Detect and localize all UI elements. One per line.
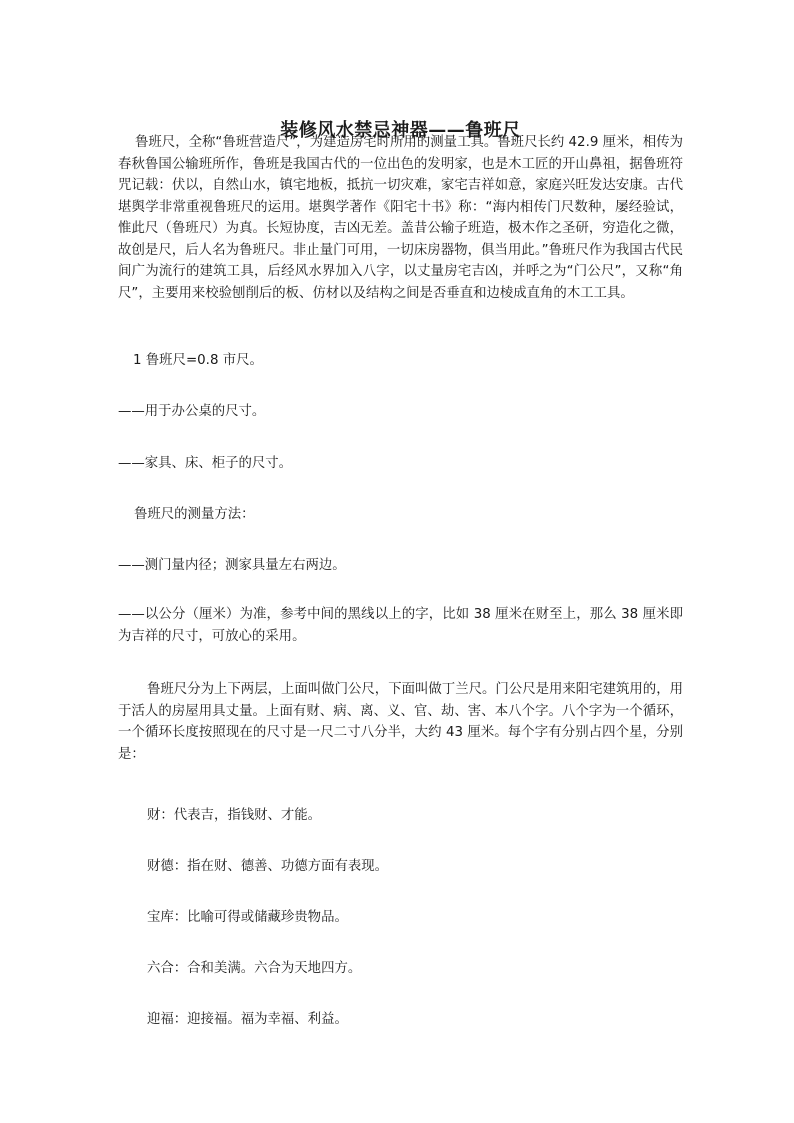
page-title: 装修风水禁忌神器——鲁班尺 — [280, 120, 521, 142]
intro-paragraph: 鲁班尺，全称“鲁班营造尺”，为建造房宅时所用的测量工具。鲁班尺长约 42.9 厘米，相传为春秋鲁国公输班所作，鲁班是我国古代的一位出色的发明家，也是木工匠的开山鼻祖，据鲁班符咒记载：伏以，自然山水，镇宅地板，抵抗一切灾难，家宅吉祥如意，家庭兴旺发达安康。古代堪舆学非常重视鲁班尺的运用。堪舆学著作《阳宅十书》称：“海内相传门尺数种，屡经验试，惟此尺（鲁班尺）为真。长短协度，吉凶无差。盖昔公输子班造，极木作之圣研，穷造化之微，故创是尺，后人名为鲁班尺。非止量门可用，一切床房器物，俱当用此。”鲁班尺作为我国古代民间广为流行的建筑工具，后经风水界加入八字，以丈量房宅吉凶，并呼之为“门公尺”，又称“角尺”，主要用来校验刨削后的板、仿材以及结构之间是否垂直和边棱成直角的木工工具。 — [118, 135, 683, 301]
method-heading: 鲁班尺的测量方法： — [134, 507, 255, 522]
star-item: 宝库：比喻可得或储藏珍贵物品。 — [147, 910, 348, 925]
star-item: 财：代表吉，指钱财、才能。 — [147, 808, 322, 823]
usage-furniture-line: ——家具、床、柜子的尺寸。 — [118, 456, 293, 471]
method-door-line: ——测门量内径；测家具量左右两边。 — [118, 558, 346, 573]
star-item: 财德：指在财、德善、功德方面有表现。 — [147, 859, 389, 874]
layers-paragraph: 鲁班尺分为上下两层，上面叫做门公尺，下面叫做丁兰尺。门公尺是用来阳宅建筑用的，用于活人的房屋用具丈量。上面有财、病、离、义、官、劫、害、本八个字。八个字为一个循环，一个循环长度按照现在的尺寸是一尺二寸八分半，大约 43 厘米。每个字有分别占四个星，分别是： — [118, 682, 683, 762]
method-cm-paragraph: ——以公分（厘米）为准，参考中间的黑线以上的字，比如 38 厘米在财至上，那么 38 厘米即为吉祥的尺寸，可放心的采用。 — [118, 607, 683, 644]
conversion-line: 1 鲁班尺=0.8 市尺。 — [133, 353, 263, 368]
star-item: 六合：合和美满。六合为天地四方。 — [147, 961, 362, 976]
usage-office-line: ——用于办公桌的尺寸。 — [118, 404, 266, 419]
star-item: 迎福：迎接福。福为幸福、利益。 — [147, 1012, 348, 1027]
